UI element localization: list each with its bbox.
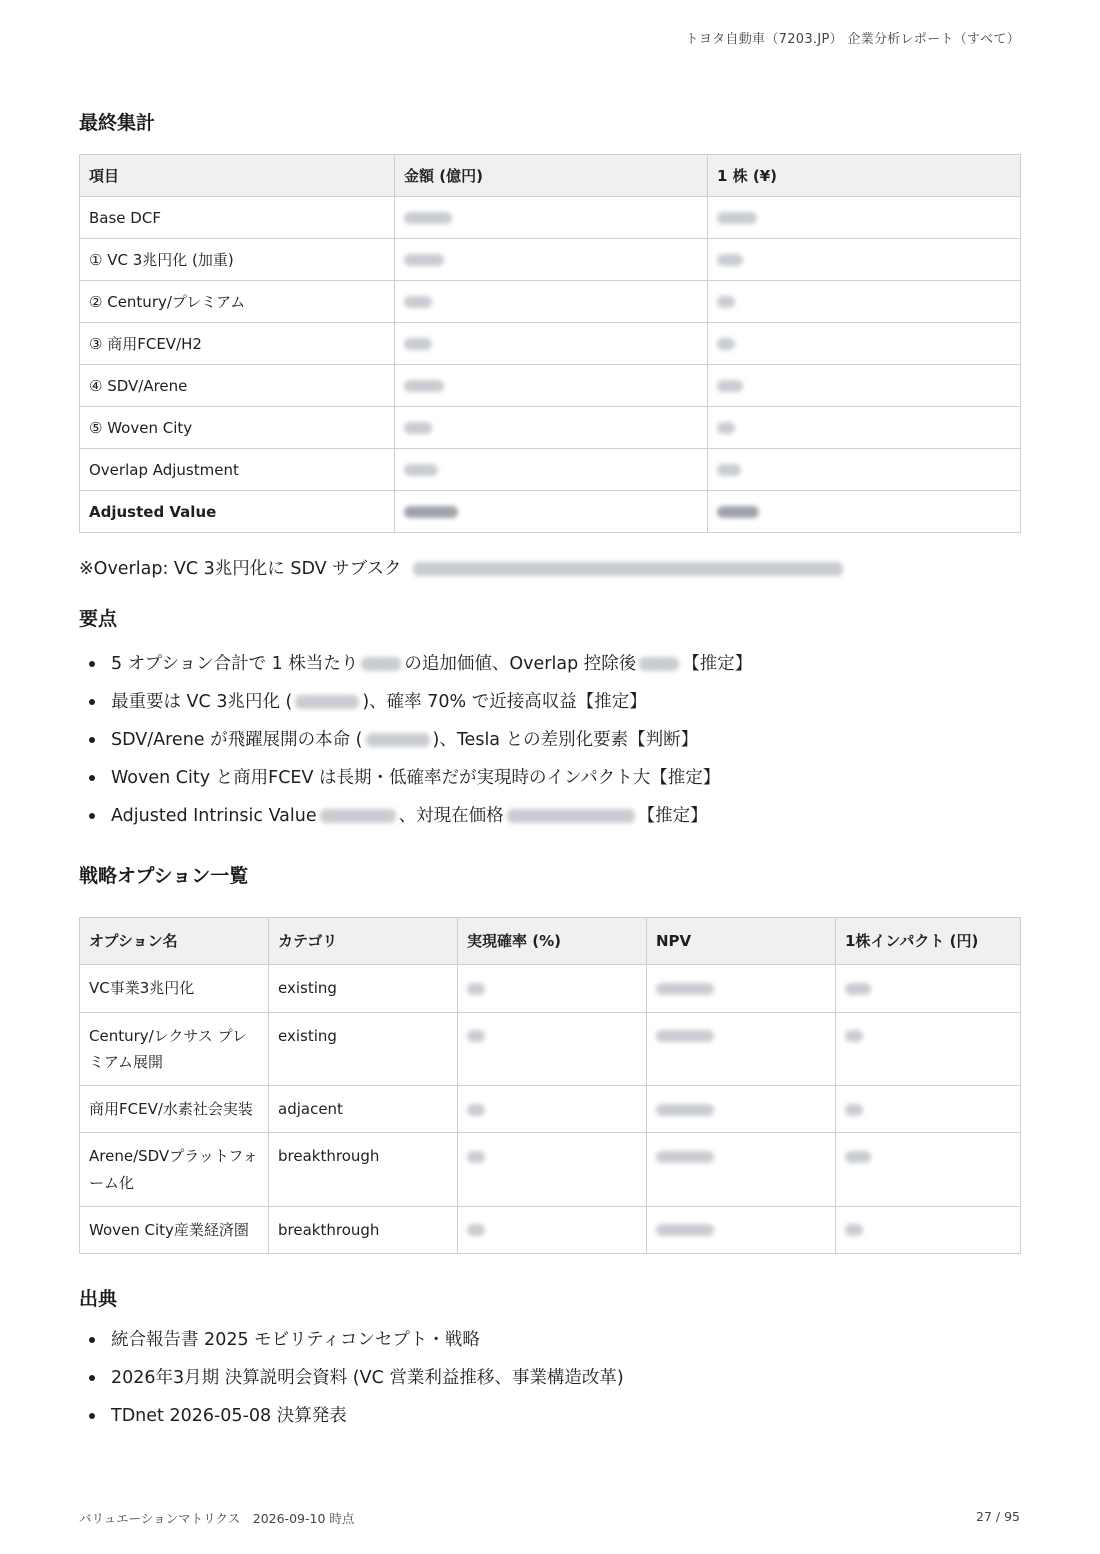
redacted-probability — [458, 1133, 647, 1207]
redacted-share-impact — [836, 965, 1021, 1012]
row-label: Overlap Adjustment — [80, 449, 395, 491]
sources-list — [79, 1329, 1021, 1427]
column-header-share-impact: 1株インパクト (円) — [836, 918, 1021, 965]
redacted-share-impact — [836, 1133, 1021, 1207]
redacted-per-share — [708, 365, 1021, 407]
key-point-5-text-b: 、対現在価格 — [398, 806, 504, 826]
list-item — [79, 691, 1021, 713]
option-name: 商用FCEV/水素社会実装 — [80, 1086, 269, 1133]
column-header-option-name: オプション名 — [80, 918, 269, 965]
final-summary-heading: 最終集計 — [79, 112, 156, 134]
key-point-5-text-a: Adjusted Intrinsic Value — [111, 806, 317, 826]
row-label-adjusted-value: Adjusted Value — [80, 491, 395, 533]
key-point-1-text-c: 【推定】 — [682, 654, 753, 674]
row-label: ① VC 3兆円化 (加重) — [80, 239, 395, 281]
column-header-probability: 実現確率 (%) — [458, 918, 647, 965]
page-number: 27 / 95 — [976, 1509, 1020, 1524]
key-point-4-text: Woven City と商用FCEV は長期・低確率だが実現時のインパクト大【推定】 — [111, 768, 721, 788]
redacted-npv — [647, 965, 836, 1012]
column-header-amount: 金額 (億円) — [395, 155, 708, 197]
option-name: Arene/SDVプラットフォーム化 — [80, 1133, 269, 1207]
key-point-3-text-a: SDV/Arene が飛躍展開の本命 ( — [111, 730, 363, 750]
redacted-amount — [395, 407, 708, 449]
option-category: breakthrough — [269, 1206, 458, 1253]
redacted-amount — [395, 197, 708, 239]
option-category: existing — [269, 965, 458, 1012]
list-item — [79, 805, 1021, 827]
list-item — [79, 729, 1021, 751]
key-point-2-text-a: 最重要は VC 3兆円化 ( — [111, 692, 293, 712]
redacted-share-impact — [836, 1206, 1021, 1253]
table-row — [80, 491, 1021, 533]
redacted-amount — [395, 491, 708, 533]
key-points-heading: 要点 — [79, 608, 118, 630]
overlap-note-text: ※Overlap: VC 3兆円化に SDV サブスク — [79, 559, 402, 579]
redacted-amount — [395, 323, 708, 365]
row-label: Base DCF — [80, 197, 395, 239]
redacted-probability — [458, 1012, 647, 1086]
list-item — [79, 653, 1021, 675]
list-item — [79, 767, 1021, 789]
table-row — [80, 323, 1021, 365]
column-header-item: 項目 — [80, 155, 395, 197]
redacted-per-share — [708, 491, 1021, 533]
running-header: トヨタ自動車（7203.JP） 企業分析レポート（すべて） — [685, 32, 1020, 47]
option-category: breakthrough — [269, 1133, 458, 1207]
row-label: ⑤ Woven City — [80, 407, 395, 449]
table-row — [80, 239, 1021, 281]
list-item: 2026年3月期 決算説明会資料 (VC 営業利益推移、事業構造改革) — [79, 1367, 1021, 1389]
redacted-npv — [647, 1133, 836, 1207]
redacted-per-share — [708, 407, 1021, 449]
row-label: ④ SDV/Arene — [80, 365, 395, 407]
table-row — [80, 1012, 1021, 1086]
redacted-per-share — [708, 323, 1021, 365]
redacted-share-impact — [836, 1012, 1021, 1086]
table-row — [80, 281, 1021, 323]
redacted-per-share — [708, 281, 1021, 323]
sources-heading: 出典 — [79, 1288, 118, 1310]
footer-left: バリュエーションマトリクス 2026-09-10 時点 — [79, 1511, 355, 1526]
redacted-npv — [647, 1012, 836, 1086]
redacted-amount — [395, 281, 708, 323]
row-label: ③ 商用FCEV/H2 — [80, 323, 395, 365]
overlap-note — [79, 555, 1021, 580]
list-item: 統合報告書 2025 モビリティコンセプト・戦略 — [79, 1329, 1021, 1351]
table-row — [80, 1206, 1021, 1253]
table-header-row — [80, 155, 1021, 197]
row-label: ② Century/プレミアム — [80, 281, 395, 323]
redacted-per-share — [708, 239, 1021, 281]
redacted-amount — [395, 239, 708, 281]
list-item: TDnet 2026-05-08 決算発表 — [79, 1405, 1021, 1427]
option-name: VC事業3兆円化 — [80, 965, 269, 1012]
redacted-probability — [458, 965, 647, 1012]
table-row — [80, 197, 1021, 239]
option-name: Woven City産業経済圏 — [80, 1206, 269, 1253]
table-row — [80, 965, 1021, 1012]
redacted-amount — [395, 449, 708, 491]
final-summary-table — [79, 154, 1021, 533]
redacted-per-share — [708, 449, 1021, 491]
options-heading: 戦略オプション一覧 — [79, 865, 249, 887]
key-points-list — [79, 653, 1021, 827]
key-point-1-text-b: の追加価値、Overlap 控除後 — [404, 654, 637, 674]
key-point-5-text-c: 【推定】 — [637, 806, 708, 826]
redacted-probability — [458, 1206, 647, 1253]
table-row — [80, 365, 1021, 407]
options-table — [79, 917, 1021, 1254]
column-header-per-share: 1 株 (¥) — [708, 155, 1021, 197]
redacted-share-impact — [836, 1086, 1021, 1133]
table-row — [80, 407, 1021, 449]
key-point-1-text-a: 5 オプション合計で 1 株当たり — [111, 654, 359, 674]
column-header-category: カテゴリ — [269, 918, 458, 965]
redacted-amount — [395, 365, 708, 407]
option-category: existing — [269, 1012, 458, 1086]
table-row — [80, 1133, 1021, 1207]
redacted-per-share — [708, 197, 1021, 239]
redacted-npv — [647, 1086, 836, 1133]
table-row — [80, 1086, 1021, 1133]
redacted-npv — [647, 1206, 836, 1253]
key-point-2-text-b: )、確率 70% で近接高収益【推定】 — [362, 692, 647, 712]
redacted-probability — [458, 1086, 647, 1133]
option-category: adjacent — [269, 1086, 458, 1133]
key-point-3-text-b: )、Tesla との差別化要素【判断】 — [432, 730, 699, 750]
table-row — [80, 449, 1021, 491]
table-header-row — [80, 918, 1021, 965]
option-name: Century/レクサス プレミアム展開 — [80, 1012, 269, 1086]
page-content — [79, 108, 1021, 1427]
column-header-npv: NPV — [647, 918, 836, 965]
